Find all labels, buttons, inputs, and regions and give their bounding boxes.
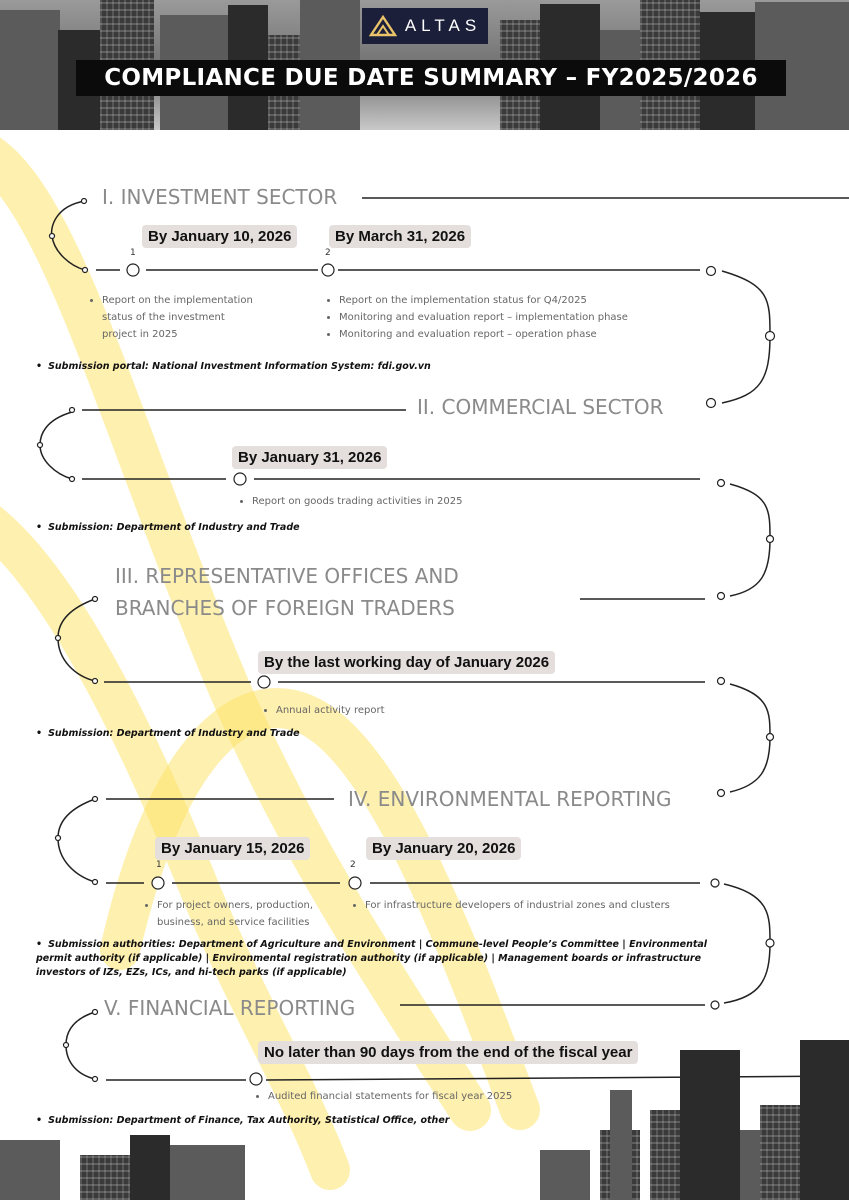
deadline-date: By the last working day of January 2026 — [258, 651, 555, 674]
deadline-items — [262, 702, 562, 719]
list-item: • Monitoring and evaluation report – implementation phase — [339, 309, 645, 326]
submission-note: • Submission: Department of Finance, Tax Authority, Statistical Office, other — [36, 1114, 736, 1128]
deadline-items — [88, 292, 258, 343]
list-item: • Report on goods trading activities in 2025 — [252, 493, 538, 510]
section-heading-representative-offices: III. REPRESENTATIVE OFFICES AND — [115, 564, 459, 588]
list-item: • Report on the implementation status for Q4/2025 — [339, 292, 645, 309]
list-item: • Monitoring and evaluation report – operation phase — [339, 326, 645, 343]
deadline-date: No later than 90 days from the end of the fiscal year — [258, 1041, 638, 1064]
deadline-items — [351, 897, 691, 914]
section-heading-environmental: IV. ENVIRONMENTAL REPORTING — [348, 787, 672, 811]
submission-note: • Submission authorities: Department of Agriculture and Environment | Commune-level People’s Committee | Environmental permit authority (if applicable) | Environmental registration authority (if applicable) | Management boards or infrastructure investors of IZs, EZs, ICs, and hi-tech parks (if applicable) — [36, 938, 736, 980]
list-item: • For infrastructure developers of industrial zones and clusters — [365, 897, 691, 914]
deadline-number: 1 — [156, 860, 162, 870]
cityscape-bottom-left — [0, 1135, 245, 1200]
list-item: • Audited financial statements for fiscal year 2025 — [268, 1088, 554, 1105]
cityscape-bottom-right — [540, 1040, 849, 1200]
deadline-number: 2 — [325, 248, 331, 258]
deadline-items — [143, 897, 318, 931]
section-heading-representative-offices-line2: BRANCHES OF FOREIGN TRADERS — [115, 596, 455, 620]
page-title: COMPLIANCE DUE DATE SUMMARY – FY2025/2026 — [104, 65, 758, 91]
section-heading-investment: I. INVESTMENT SECTOR — [102, 185, 338, 209]
section-heading-commercial: II. COMMERCIAL SECTOR — [417, 395, 664, 419]
submission-note: • Submission: Department of Industry and Trade — [36, 727, 736, 741]
deadline-number: 1 — [130, 248, 136, 258]
deadline-date: By January 10, 2026 — [142, 225, 297, 248]
deadline-items — [254, 1088, 554, 1105]
deadline-date: By January 20, 2026 — [366, 837, 521, 860]
deadline-items — [238, 493, 538, 510]
deadline-number: 2 — [350, 860, 356, 870]
brand-name: ALTAS — [404, 16, 482, 35]
list-item: • For project owners, production, business, and service facilities — [157, 897, 318, 931]
deadline-date: By January 31, 2026 — [232, 446, 387, 469]
deadline-date: By March 31, 2026 — [329, 225, 471, 248]
deadline-items — [325, 292, 645, 343]
submission-note: • Submission portal: National Investment Information System: fdi.gov.vn — [36, 360, 736, 374]
section-heading-financial: V. FINANCIAL REPORTING — [104, 996, 356, 1020]
list-item: • Report on the implementation status of the investment project in 2025 — [102, 292, 258, 343]
submission-note: • Submission: Department of Industry and Trade — [36, 521, 736, 535]
deadline-date: By January 15, 2026 — [155, 837, 310, 860]
list-item: • Annual activity report — [276, 702, 562, 719]
